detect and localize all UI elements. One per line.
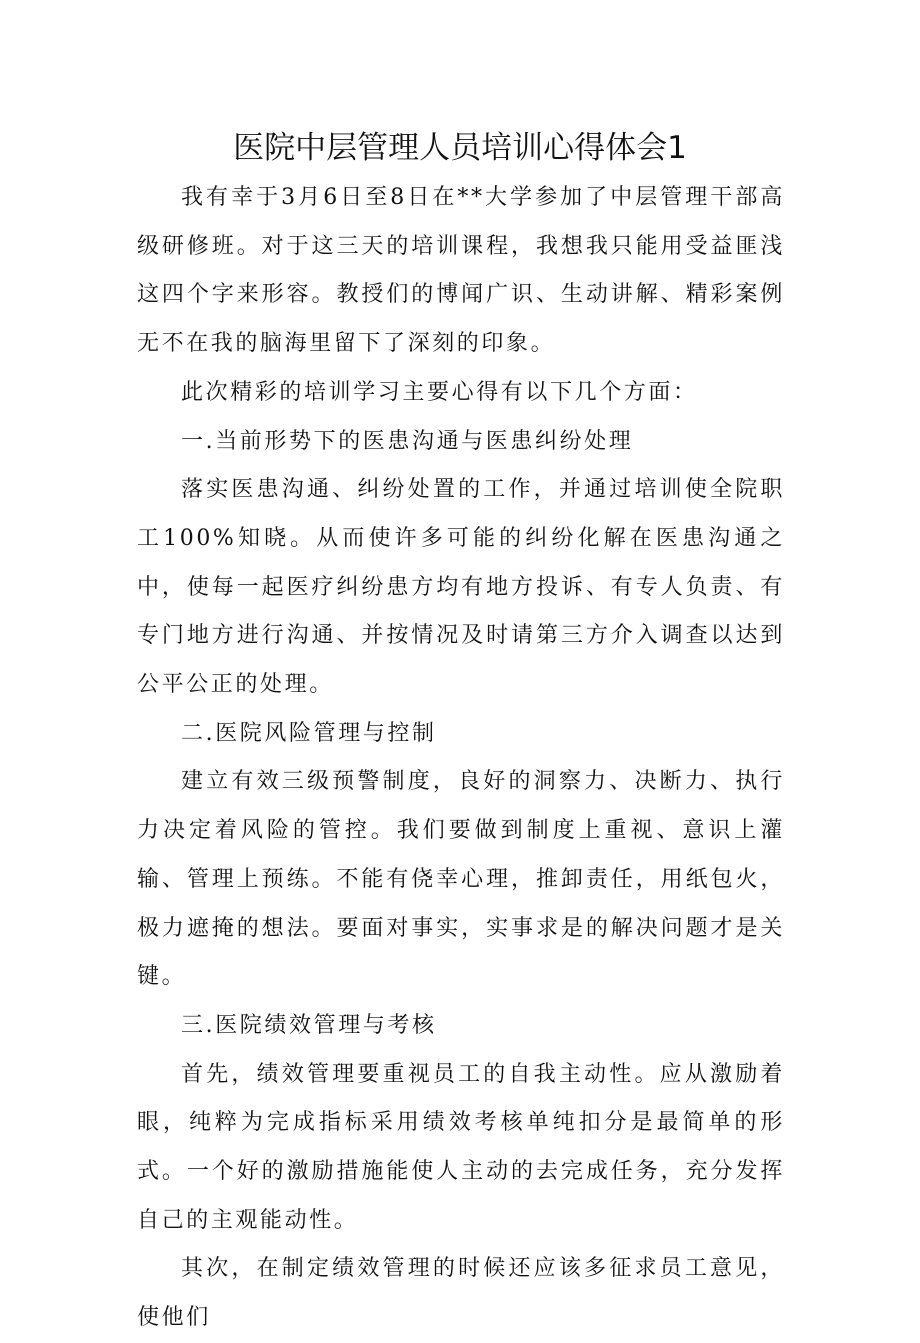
- paragraph-section-3b: 其次，在制定绩效管理的时候还应该多征求员工意见，使他们: [137, 1256, 785, 1331]
- paragraph-section-1: 落实医患沟通、纠纷处置的工作，并通过培训使全院职工100%知晓。从而使许多可能的纠纷化解在医患沟通之中，使每一起医疗纠纷患方均有地方投诉、有专人负责、有专门地方进行沟通、并按情况及时请第三方介入调查以达到公平公正的处理。: [137, 477, 785, 698]
- document-body: [137, 174, 785, 1343]
- section-heading-2: 二.医院风险管理与控制: [181, 720, 437, 746]
- paragraph-summary: 此次精彩的培训学习主要心得有以下几个方面：: [181, 379, 698, 405]
- paragraph-section-2: 建立有效三级预警制度，良好的洞察力、决断力、执行力决定着风险的管控。我们要做到制度上重视、意识上灌输、管理上预练。不能有侥幸心理，推卸责任，用纸包火，极力遮掩的想法。要面对事实，实事求是的解决问题才是关键。: [137, 769, 785, 990]
- paragraph-section-3a: 首先，绩效管理要重视员工的自我主动性。应从激励着眼，纯粹为完成指标采用绩效考核单纯扣分是最简单的形式。一个好的激励措施能使人主动的去完成任务，充分发挥自己的主观能动性。: [137, 1061, 785, 1233]
- document-title: 医院中层管理人员培训心得体会1: [233, 130, 687, 166]
- paragraph-intro: 我有幸于3月6日至8日在**大学参加了中层管理干部高级研修班。对于这三天的培训课程，我想我只能用受益匪浅这四个字来形容。教授们的博闻广识、生动讲解、精彩案例无不在我的脑海里留下了深刻的印象。: [137, 185, 785, 357]
- section-heading-1: 一.当前形势下的医患沟通与医患纠纷处理: [181, 428, 634, 454]
- section-heading-3: 三.医院绩效管理与考核: [181, 1012, 437, 1038]
